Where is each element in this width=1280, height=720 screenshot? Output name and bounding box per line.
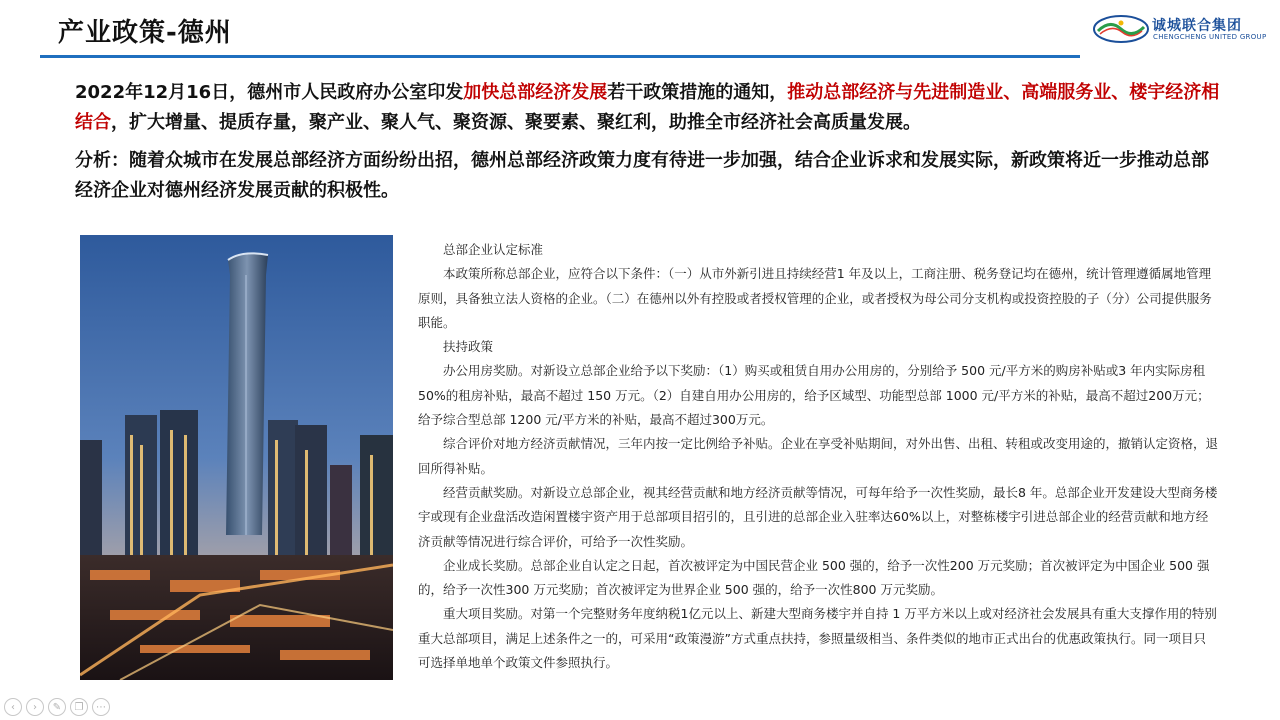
logo-chinese-name: 诚城联合集团 bbox=[1152, 18, 1242, 34]
more-icon[interactable]: ⋯ bbox=[92, 698, 110, 716]
operation-reward-paragraph: 经营贡献奖励。对新设立总部企业，视其经营贡献和地方经济贡献等情况，可每年给予一次性奖励，最长8 年。总部企业开发建设大型商务楼宇或现有企业盘活改造闲置楼宇资产用于总部项目招引的，且引进的总部企业入驻率达60%以上，对整栋楼宇引进总部企业的经营贡献和地方经济贡献等情况进行综合评价，可给予一次性奖励。 bbox=[418, 484, 1218, 549]
section-heading-support: 扶持政策 bbox=[443, 339, 494, 355]
logo-english-name: CHENGCHENG UNITED GROUP bbox=[1153, 33, 1267, 41]
header-divider bbox=[40, 55, 1080, 58]
intro-text: ，扩大增量、提质存量，聚产业、聚人气、聚资源、聚要素、聚红利，助推全市经济社会高质量发展。 bbox=[111, 112, 921, 133]
intro-highlight: 加快总部经济发展 bbox=[463, 82, 608, 103]
slideshow-toolbar bbox=[4, 698, 110, 718]
growth-reward-paragraph: 企业成长奖励。总部企业自认定之日起，首次被评定为中国民营企业 500 强的，给予一次性200 万元奖励；首次被评定为中国企业 500 强的，给予一次性300 万元奖励；首次被评定为世界企业 500 强的，给予一次性800 万元奖励。 bbox=[418, 557, 1210, 598]
intro-text: 2022年12月16日，德州市人民政府办公室印发 bbox=[75, 82, 464, 103]
copy-icon[interactable]: ❐ bbox=[70, 698, 88, 716]
city-skyline-image bbox=[80, 235, 393, 680]
evaluation-paragraph: 综合评价对地方经济贡献情况，三年内按一定比例给予补贴。企业在享受补贴期间，对外出售、出租、转租或改变用途的，撤销认定资格，退回所得补贴。 bbox=[418, 436, 1219, 476]
company-logo bbox=[1092, 14, 1267, 44]
criteria-paragraph: 本政策所称总部企业，应符合以下条件：（一）从市外新引进且持续经营1 年及以上，工商注册、税务登记均在德州，统计管理遵循属地管理原则，具备独立法人资格的企业。（二）在德州以外有控股或者授权管理的企业，或者授权为母公司分支机构或投资控股的子（分）公司提供服务职能。 bbox=[418, 266, 1212, 330]
page-title: 产业政策-德州 bbox=[58, 18, 232, 48]
pen-icon[interactable]: ✎ bbox=[48, 698, 66, 716]
prev-icon[interactable]: ‹ bbox=[4, 698, 22, 716]
policy-intro bbox=[75, 78, 1225, 138]
policy-details bbox=[418, 238, 1218, 675]
policy-analysis: 分析：随着众城市在发展总部经济方面纷纷出招，德州总部经济政策力度有待进一步加强，结合企业诉求和发展实际，新政策将近一步推动总部经济企业对德州经济发展贡献的积极性。 bbox=[75, 150, 1209, 201]
intro-text: 若干政策措施的通知， bbox=[607, 82, 788, 103]
major-project-paragraph: 重大项目奖励。对第一个完整财务年度纳税1亿元以上、新建大型商务楼宇并自持 1 万平方米以上或对经济社会发展具有重大支撑作用的特别重大总部项目，满足上述条件之一的，可采用“政策漫游”方式重点扶持，参照量级相当、条件类似的地市正式出台的优惠政策执行。同一项目只可选择单地单个政策文件参照执行。 bbox=[418, 606, 1217, 671]
office-reward-paragraph: 办公用房奖励。对新设立总部企业给予以下奖励：（1）购买或租赁自用办公用房的，分别给予 500 元/平方米的购房补贴或3 年内实际房租50%的租房补贴，最高不超过 150 万元。（2）自建自用办公用房的，给予区域型、功能型总部 1000 元/平方米的补贴，最高不超过200万元；给予综合型总部 1200 元/平方米的补贴，最高不超过300万元。 bbox=[418, 363, 1210, 428]
next-icon[interactable]: › bbox=[26, 698, 44, 716]
logo-mark-icon bbox=[1092, 14, 1150, 44]
section-heading-criteria: 总部企业认定标准 bbox=[443, 242, 544, 257]
intro-highlight: 推动总部经济与先进制造业、高端服务业、楼宇经济相结合 bbox=[75, 82, 1220, 133]
